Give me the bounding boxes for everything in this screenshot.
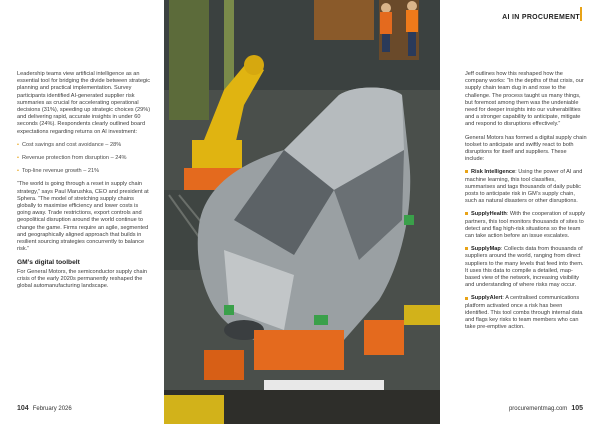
tool-item-supplyalert	[465, 295, 587, 331]
left-page-number: 104	[17, 405, 29, 412]
bullet-square-icon	[465, 170, 468, 173]
car-assembly-illustration	[164, 0, 440, 424]
tool-item-risk-intelligence	[465, 169, 587, 205]
issue-date: February 2026	[32, 406, 72, 412]
bullet-text: Top-line revenue growth – 21%	[21, 168, 100, 175]
bullet-dot-icon: •	[17, 155, 19, 162]
section-accent-bar	[580, 7, 582, 21]
tool-title: Risk Intelligence	[471, 169, 516, 176]
assembly-line-photo	[164, 0, 440, 424]
bullet-item	[17, 168, 151, 175]
bullet-text: Cost savings and cost avoidance – 28%	[21, 141, 122, 148]
tool-text: : Using the power of AI and machine learning, this tool classifies, summarises and tags thousands of daily public posts to anticipate risk in GM’s supply chain, such as natural disasters or other disruptions.	[465, 169, 583, 205]
right-intro-paragraph-2: General Motors has formed a digital supply chain toolset to anticipate and swiftly react to both disruptions for itself and suppliers. These include:	[465, 134, 587, 163]
bullet-square-icon	[465, 297, 468, 300]
left-intro-paragraph: Leadership teams view artificial intelligence as an essential tool for bridging the divide between strategic planning and practical implementation. Survey participants identified AI-generated supplier risk summaries as crucial for accelerating operational decisions (31%), speeding up strategic choices (29%) and delivering rapid, accurate insights in under 60 seconds (24%). Respondents clearly outlined board expectations regarding returns on AI investment:	[17, 71, 151, 135]
tool-text: : Collects data from thousands of suppliers around the world, ranging from direct suppliers to the many levels that feed into them. It uses this data to compile a detailed, map-based view of the network, increasing visibility and understanding of where risks may occur.	[465, 246, 584, 289]
right-column	[465, 71, 587, 338]
tool-item-supplyhealth	[465, 211, 587, 240]
right-page-number: 105	[571, 405, 583, 412]
tool-title: SupplyHealth	[471, 211, 507, 218]
site-url: procurementmag.com	[508, 406, 568, 412]
bullet-text: Revenue protection from disruption – 24%	[21, 155, 127, 162]
left-page-footer	[17, 405, 72, 412]
bullet-item	[17, 155, 151, 162]
section-label: AI IN PROCUREMENT	[502, 14, 580, 21]
tool-text: : With the cooperation of supply partners, this tool monitors thousands of sites to detect and flag high-risk situations so the team can take action before an issue escalates.	[465, 211, 586, 240]
bullet-dot-icon: •	[17, 168, 19, 175]
bullet-item	[17, 142, 151, 149]
gm-paragraph: For General Motors, the semiconductor supply chain crisis of the early 2020s permanently reshaped the global automanufacturing landscape.	[17, 268, 147, 290]
bullet-square-icon	[465, 247, 468, 250]
tool-item-supplymap	[465, 246, 587, 289]
quote-paragraph: “The world is going through a reset in supply chain strategy,” says Paul Marushka, CEO and president at Sphera. “The model of stretching supply chains globally to maximise efficiency and lower costs is going away. Trade restrictions, export controls and geopolitical disruption around the world continue to change the game. Firms require an agile, segmented and geographically aligned approach that builds in resilient sourcing strategies concurrently to balance risk.”	[17, 181, 149, 253]
tool-text: : A centralised communications platform activated once a risk has been identified. This tool combs through internal data and flags key risks to team members who can take pre-emptive action.	[465, 295, 583, 331]
bullet-square-icon	[465, 212, 468, 215]
tool-title: SupplyMap	[471, 246, 501, 253]
section-heading: GM’s digital toolbelt	[17, 259, 80, 267]
right-intro-paragraph: Jeff outlines how this reshaped how the company works: “In the depths of that crisis, our supply chain team dug in and rose to the challenge. The process taught us many things, but foremost among them was the undeniable need for deeper insights into our vulnerabilities and a stronger capability to anticipate, mitigate and respond to disruptions effectively.”	[465, 71, 584, 128]
tool-title: SupplyAlert	[471, 295, 503, 302]
right-page-footer	[509, 405, 583, 412]
left-column	[17, 71, 151, 296]
bullet-dot-icon: •	[17, 141, 19, 148]
